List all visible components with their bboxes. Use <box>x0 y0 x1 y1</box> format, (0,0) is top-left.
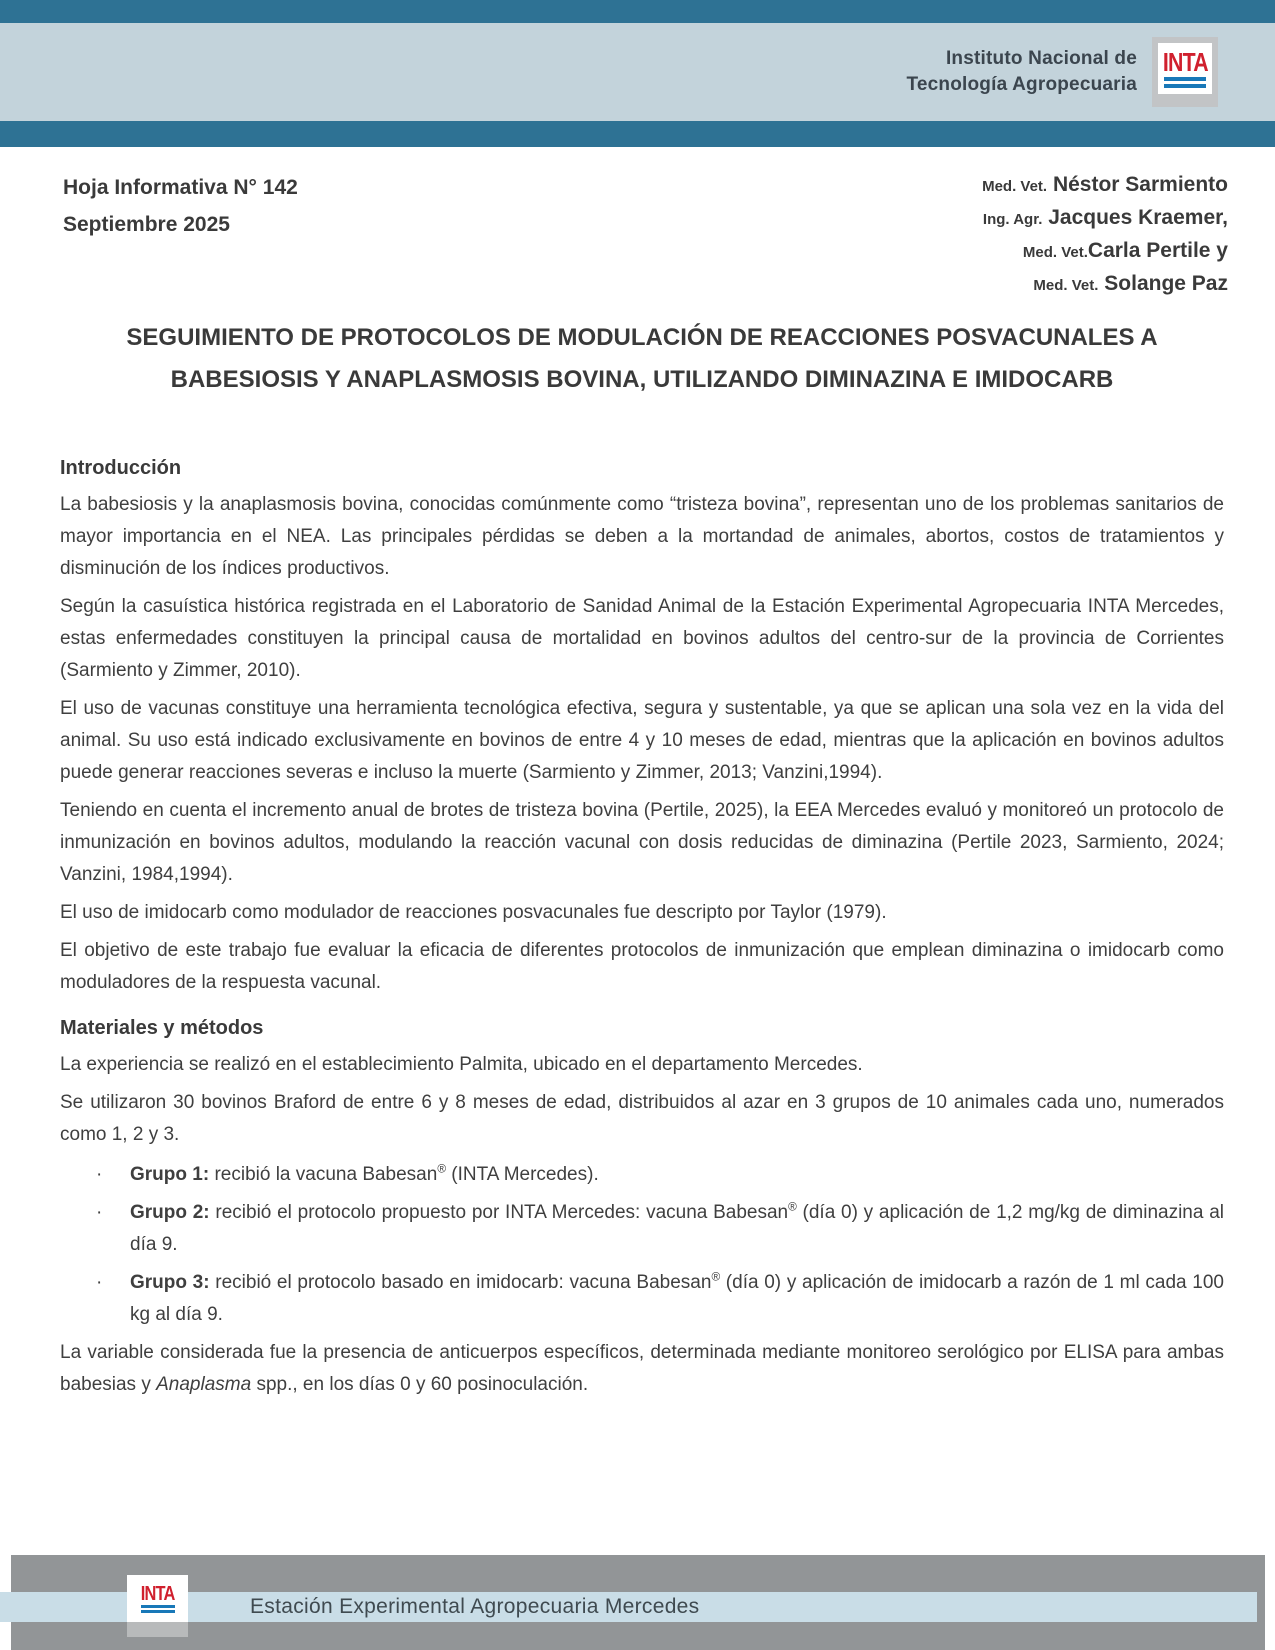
closing-text: spp., en los días 0 y 60 posinoculación. <box>251 1374 589 1395</box>
registered-mark: ® <box>788 1200 797 1214</box>
author-title: Med. Vet. <box>982 178 1048 195</box>
footer-inta-logo-inner <box>127 1575 188 1622</box>
methods-paragraph-2: Se utilizaron 30 bovinos Braford de entre 6 y 8 meses de edad, distribuidos al azar en 3 grupos de 10 animales cada uno, numerados como 1, 2 y 3. <box>60 1092 1224 1145</box>
author-line <box>982 268 1228 301</box>
intro-paragraph-1: La babesiosis y la anaplasmosis bovina, conocidas comúnmente como “tristeza bovina”, representan uno de los problemas sanitarios de mayor importancia en el NEA. Las principales pérdidas se deben a la mortandad de animales, abortos, costos de tratamientos y disminución de los índices productivos. <box>60 494 1224 579</box>
author-name: Néstor Sarmiento <box>1047 173 1228 196</box>
footer-station-name: Estación Experimental Agropecuaria Mercedes <box>250 1595 700 1618</box>
author-name: Carla Pertile y <box>1087 239 1228 262</box>
group-text: recibió la vacuna Babesan <box>209 1164 438 1185</box>
list-item-grupo-3 <box>60 1267 1224 1331</box>
list-item-grupo-1 <box>60 1159 1224 1191</box>
author-line <box>982 235 1228 268</box>
header-top-band <box>0 0 1275 23</box>
closing-italic-term: Anaplasma <box>156 1374 252 1395</box>
group-text: (día 0) y aplicación de imidocarb a razón de 1 ml cada 100 kg al día 9. <box>130 1272 1224 1325</box>
registered-mark: ® <box>437 1162 446 1176</box>
author-title: Ing. Agr. <box>982 211 1043 228</box>
closing-text: La variable considerada fue la presencia de anticuerpos específicos, determinada mediante monitoreo serológico por ELISA para ambas babesias y <box>60 1342 1224 1395</box>
group-label: Grupo 2: <box>130 1202 210 1223</box>
footer-inta-logo-base <box>127 1622 188 1637</box>
header-bottom-band <box>0 121 1275 147</box>
author-line <box>982 169 1228 202</box>
inta-logo <box>1152 37 1218 107</box>
institution-name <box>906 46 1137 98</box>
group-label: Grupo 1: <box>130 1164 210 1185</box>
groups-list <box>60 1159 1224 1331</box>
list-item-grupo-2 <box>60 1197 1224 1261</box>
inta-logo-text: INTA <box>1162 46 1208 77</box>
intro-paragraph-3: El uso de vacunas constituye una herramienta tecnológica efectiva, segura y sustentable, ya que se aplican una sola vez en la vida del animal. Su uso está indicado exclusivamente en bovinos de entre 4 y 10 meses de edad, mientras que la aplicación en bovinos adultos puede generar reacciones severas e incluso la muerte (Sarmiento y Zimmer, 2013; Vanzini,1994). <box>60 698 1224 783</box>
intro-paragraph-2: Según la casuística histórica registrada en el Laboratorio de Sanidad Animal de la Estación Experimental Agropecuaria INTA Mercedes, estas enfermedades constituyen la principal causa de mortalidad en bovinos adultos del centro-sur de la provincia de Corrientes (Sarmiento y Zimmer, 2010). <box>60 596 1224 681</box>
inta-logo-inner <box>1158 43 1212 94</box>
section-heading-materiales: Materiales y métodos <box>60 1017 264 1039</box>
section-heading-introduccion: Introducción <box>60 457 182 479</box>
inta-logo-stripe <box>1164 84 1206 88</box>
institution-line1: Instituto Nacional de <box>945 48 1137 69</box>
author-name: Solange Paz <box>1098 272 1228 295</box>
author-line <box>982 202 1228 235</box>
footer-inta-logo-text: INTA <box>140 1582 175 1605</box>
group-text: recibió el protocolo propuesto por INTA Mercedes: vacuna Babesan <box>209 1202 789 1223</box>
footer-inta-logo-stripe <box>141 1610 175 1613</box>
page-title-line2: BABESIOSIS Y ANAPLASMOSIS BOVINA, UTILIZANDO DIMINAZINA E IMIDOCARB <box>170 366 1114 393</box>
institution-line2: Tecnología Agropecuaria <box>906 74 1137 95</box>
author-title: Med. Vet. <box>1033 277 1099 294</box>
author-title: Med. Vet. <box>1022 244 1088 261</box>
footer-strip <box>0 1592 1257 1622</box>
intro-paragraph-4: Teniendo en cuenta el incremento anual de brotes de tristeza bovina (Pertile, 2025), la EEA Mercedes evaluó y monitoreó un protocolo de inmunización en bovinos adultos, modulando la reacción vacunal con dosis reducidas de diminazina (Pertile 2023, Sarmiento, 2024; Vanzini, 1984,1994). <box>60 800 1224 885</box>
intro-paragraph-6: El objetivo de este trabajo fue evaluar la eficacia de diferentes protocolos de inmunización que emplean diminazina o imidocarb como moduladores de la respuesta vacunal. <box>60 940 1224 993</box>
methods-closing-paragraph <box>60 1337 1224 1401</box>
group-text: recibió el protocolo basado en imidocarb: vacuna Babesan <box>209 1272 712 1293</box>
bulletin-date: Septiembre 2025 <box>63 213 230 236</box>
authors-block <box>982 169 1228 301</box>
bulletin-number: Hoja Informativa N° 142 <box>63 176 298 199</box>
group-label: Grupo 3: <box>130 1272 210 1293</box>
footer-inta-logo-stripe <box>141 1605 175 1608</box>
registered-mark: ® <box>711 1270 721 1284</box>
page-title-line1: SEGUIMIENTO DE PROTOCOLOS DE MODULACIÓN DE REACCIONES POSVACUNALES A <box>126 324 1158 351</box>
methods-paragraph-1: La experiencia se realizó en el establecimiento Palmita, ubicado en el departamento Mercedes. <box>60 1054 863 1075</box>
group-text: (día 0) y aplicación de 1,2 mg/kg de diminazina al día 9. <box>130 1202 1224 1255</box>
intro-paragraph-5: El uso de imidocarb como modulador de reacciones posvacunales fue descripto por Taylor (1979). <box>60 902 887 923</box>
group-text: (INTA Mercedes). <box>446 1164 599 1185</box>
page-title <box>60 317 1224 401</box>
footer-inta-logo <box>127 1575 188 1637</box>
author-name: Jacques Kraemer, <box>1042 206 1228 229</box>
document-meta <box>60 169 1228 295</box>
inta-logo-stripe <box>1164 77 1206 81</box>
content-column <box>60 147 1228 1401</box>
